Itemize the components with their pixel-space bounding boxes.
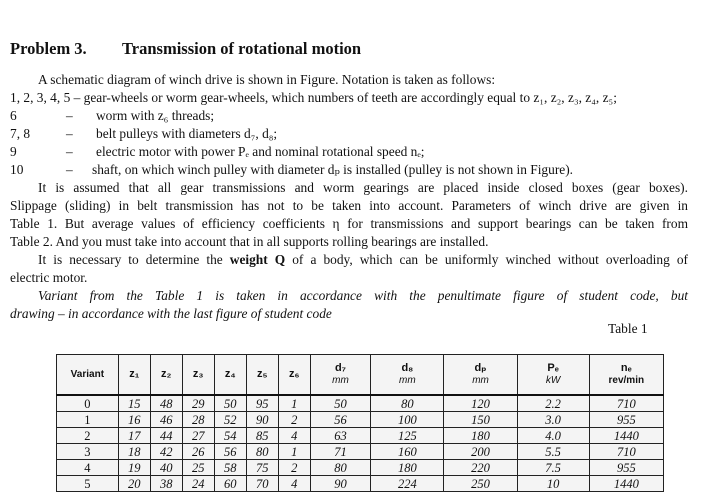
table-cell: 2	[57, 428, 119, 444]
table-cell: 85	[246, 428, 278, 444]
table-row	[57, 412, 664, 428]
table-cell: 4	[57, 460, 119, 476]
table-cell: 10	[517, 476, 589, 492]
table-cell: 100	[371, 412, 444, 428]
table-cell: 4	[278, 428, 310, 444]
table-cell: 80	[371, 395, 444, 412]
table-cell: 160	[371, 444, 444, 460]
table-cell: 20	[118, 476, 150, 492]
table-cell: 200	[444, 444, 517, 460]
table-cell: 24	[182, 476, 214, 492]
table-cell: 710	[589, 444, 663, 460]
table-cell: 120	[444, 395, 517, 412]
table-cell: 54	[214, 428, 246, 444]
table-cell: 19	[118, 460, 150, 476]
table-row	[57, 428, 664, 444]
intro-line: A schematic diagram of winch drive is shown in Figure. Notation is taken as follows:	[38, 72, 496, 87]
paragraph2-line-2: electric motor.	[10, 270, 88, 285]
table-cell: 955	[589, 412, 663, 428]
table-row	[57, 444, 664, 460]
notation-dash-5: –	[66, 162, 73, 177]
header-pe: Pₑ kW	[517, 355, 589, 396]
table-header-row	[57, 355, 664, 396]
notation-num-1: 1, 2, 3, 4, 5	[10, 90, 71, 105]
table-body	[57, 395, 664, 492]
table-cell: 7.5	[517, 460, 589, 476]
header-z6: z₆	[278, 355, 310, 396]
paragraph2-after: of a body, which can be uniformly winched without overloading of	[285, 252, 688, 267]
table-cell: 1	[278, 395, 310, 412]
notation-num-2: 6	[10, 108, 17, 123]
table-cell: 70	[246, 476, 278, 492]
table-cell: 63	[310, 428, 371, 444]
table-cell: 80	[246, 444, 278, 460]
header-d7: d₇ mm	[310, 355, 371, 396]
paragraph3-line-2: drawing – in accordance with the last figure of student code	[10, 306, 332, 321]
header-ne: nₑ rev/min	[589, 355, 663, 396]
table-cell: 2.2	[517, 395, 589, 412]
problem-heading	[10, 39, 361, 59]
notation-num-4: 9	[10, 144, 17, 159]
header-d8: d₈ mm	[371, 355, 444, 396]
table-cell: 4	[278, 476, 310, 492]
table-cell: 95	[246, 395, 278, 412]
header-z5: z₅	[246, 355, 278, 396]
table-cell: 150	[444, 412, 517, 428]
notation-text-1: gear-wheels or worm gear-wheels, which numbers of teeth are accordingly equal to z₁, z₂, z₃, z₄, z₅;	[83, 90, 617, 105]
table-cell: 56	[214, 444, 246, 460]
paragraph2-bold: weight Q	[229, 252, 286, 267]
notation-num-3: 7, 8	[10, 126, 31, 141]
table-cell: 15	[118, 395, 150, 412]
table-cell: 18	[118, 444, 150, 460]
table-cell: 220	[444, 460, 517, 476]
table-cell: 29	[182, 395, 214, 412]
table-cell: 125	[371, 428, 444, 444]
table-cell: 90	[246, 412, 278, 428]
table-header	[57, 355, 664, 396]
parameters-table	[56, 354, 664, 492]
table-cell: 1	[278, 444, 310, 460]
table-cell: 28	[182, 412, 214, 428]
notation-num-5: 10	[10, 162, 24, 177]
table-cell: 1	[57, 412, 119, 428]
paragraph3-line-1: Variant from the Table 1 is taken in accordance with the penultimate figure of student code, but	[38, 288, 688, 303]
problem-number: Problem 3.	[10, 39, 87, 58]
header-z1: z₁	[118, 355, 150, 396]
table-cell: 955	[589, 460, 663, 476]
table-cell: 710	[589, 395, 663, 412]
table-cell: 25	[182, 460, 214, 476]
header-z3: z₃	[182, 355, 214, 396]
table-cell: 60	[214, 476, 246, 492]
notation-dash-1: –	[70, 90, 84, 105]
table-caption: Table 1	[608, 321, 648, 336]
notation-dash-2: –	[66, 108, 73, 123]
table-cell: 180	[444, 428, 517, 444]
table-cell: 38	[150, 476, 182, 492]
table-cell: 2	[278, 412, 310, 428]
table-cell: 27	[182, 428, 214, 444]
notation-text-3: belt pulleys with diameters d₇, d₈;	[96, 126, 278, 141]
table-cell: 48	[150, 395, 182, 412]
header-z2: z₂	[150, 355, 182, 396]
paragraph2-line-1	[10, 251, 688, 269]
table-cell: 50	[310, 395, 371, 412]
notation-text-4: electric motor with power Pₑ and nominal rotational speed nₑ;	[96, 144, 425, 159]
table-cell: 56	[310, 412, 371, 428]
notation-dash-3: –	[66, 126, 73, 141]
table-cell: 5.5	[517, 444, 589, 460]
paragraph1-line-3: Table 1. But average values of efficiency coefficients η for transmissions and support bearings can be taken from	[10, 216, 688, 231]
table-cell: 1440	[589, 476, 663, 492]
notation-text-5: shaft, on which winch pulley with diameter dₚ is installed (pulley is not shown in Figure).	[92, 162, 574, 177]
header-variant: Variant	[57, 355, 119, 396]
table-cell: 16	[118, 412, 150, 428]
header-z4: z₄	[214, 355, 246, 396]
paragraph1-line-1: It is assumed that all gear transmissions and worm gearings are placed inside closed boxes (gear boxes).	[38, 180, 688, 195]
table-cell: 2	[278, 460, 310, 476]
table-row	[57, 395, 664, 412]
table-cell: 4.0	[517, 428, 589, 444]
table-row	[57, 476, 664, 492]
table-cell: 75	[246, 460, 278, 476]
table-cell: 3.0	[517, 412, 589, 428]
table-cell: 40	[150, 460, 182, 476]
table-cell: 0	[57, 395, 119, 412]
paragraph2-before: It is necessary to determine the	[38, 252, 230, 267]
table-cell: 46	[150, 412, 182, 428]
table-cell: 5	[57, 476, 119, 492]
table-cell: 1440	[589, 428, 663, 444]
table-row	[57, 460, 664, 476]
table-cell: 52	[214, 412, 246, 428]
notation-item-1	[10, 89, 688, 107]
table-cell: 3	[57, 444, 119, 460]
table-cell: 17	[118, 428, 150, 444]
table-cell: 180	[371, 460, 444, 476]
table-cell: 90	[310, 476, 371, 492]
table-cell: 224	[371, 476, 444, 492]
table-cell: 50	[214, 395, 246, 412]
paragraph1-line-2: Slippage (sliding) in belt transmission has not to be taken into account. Parameters of winch drive are given in	[10, 198, 688, 213]
table-cell: 80	[310, 460, 371, 476]
table-cell: 26	[182, 444, 214, 460]
notation-text-2: worm with z₆ threads;	[96, 108, 215, 123]
paragraph1-line-4: Table 2. And you must take into account that in all supports rolling bearings are installed.	[10, 234, 489, 249]
header-dp: dₚ mm	[444, 355, 517, 396]
table-cell: 71	[310, 444, 371, 460]
table-cell: 44	[150, 428, 182, 444]
problem-title: Transmission of rotational motion	[122, 39, 362, 58]
table-cell: 42	[150, 444, 182, 460]
table-cell: 250	[444, 476, 517, 492]
notation-dash-4: –	[66, 144, 73, 159]
table-cell: 58	[214, 460, 246, 476]
